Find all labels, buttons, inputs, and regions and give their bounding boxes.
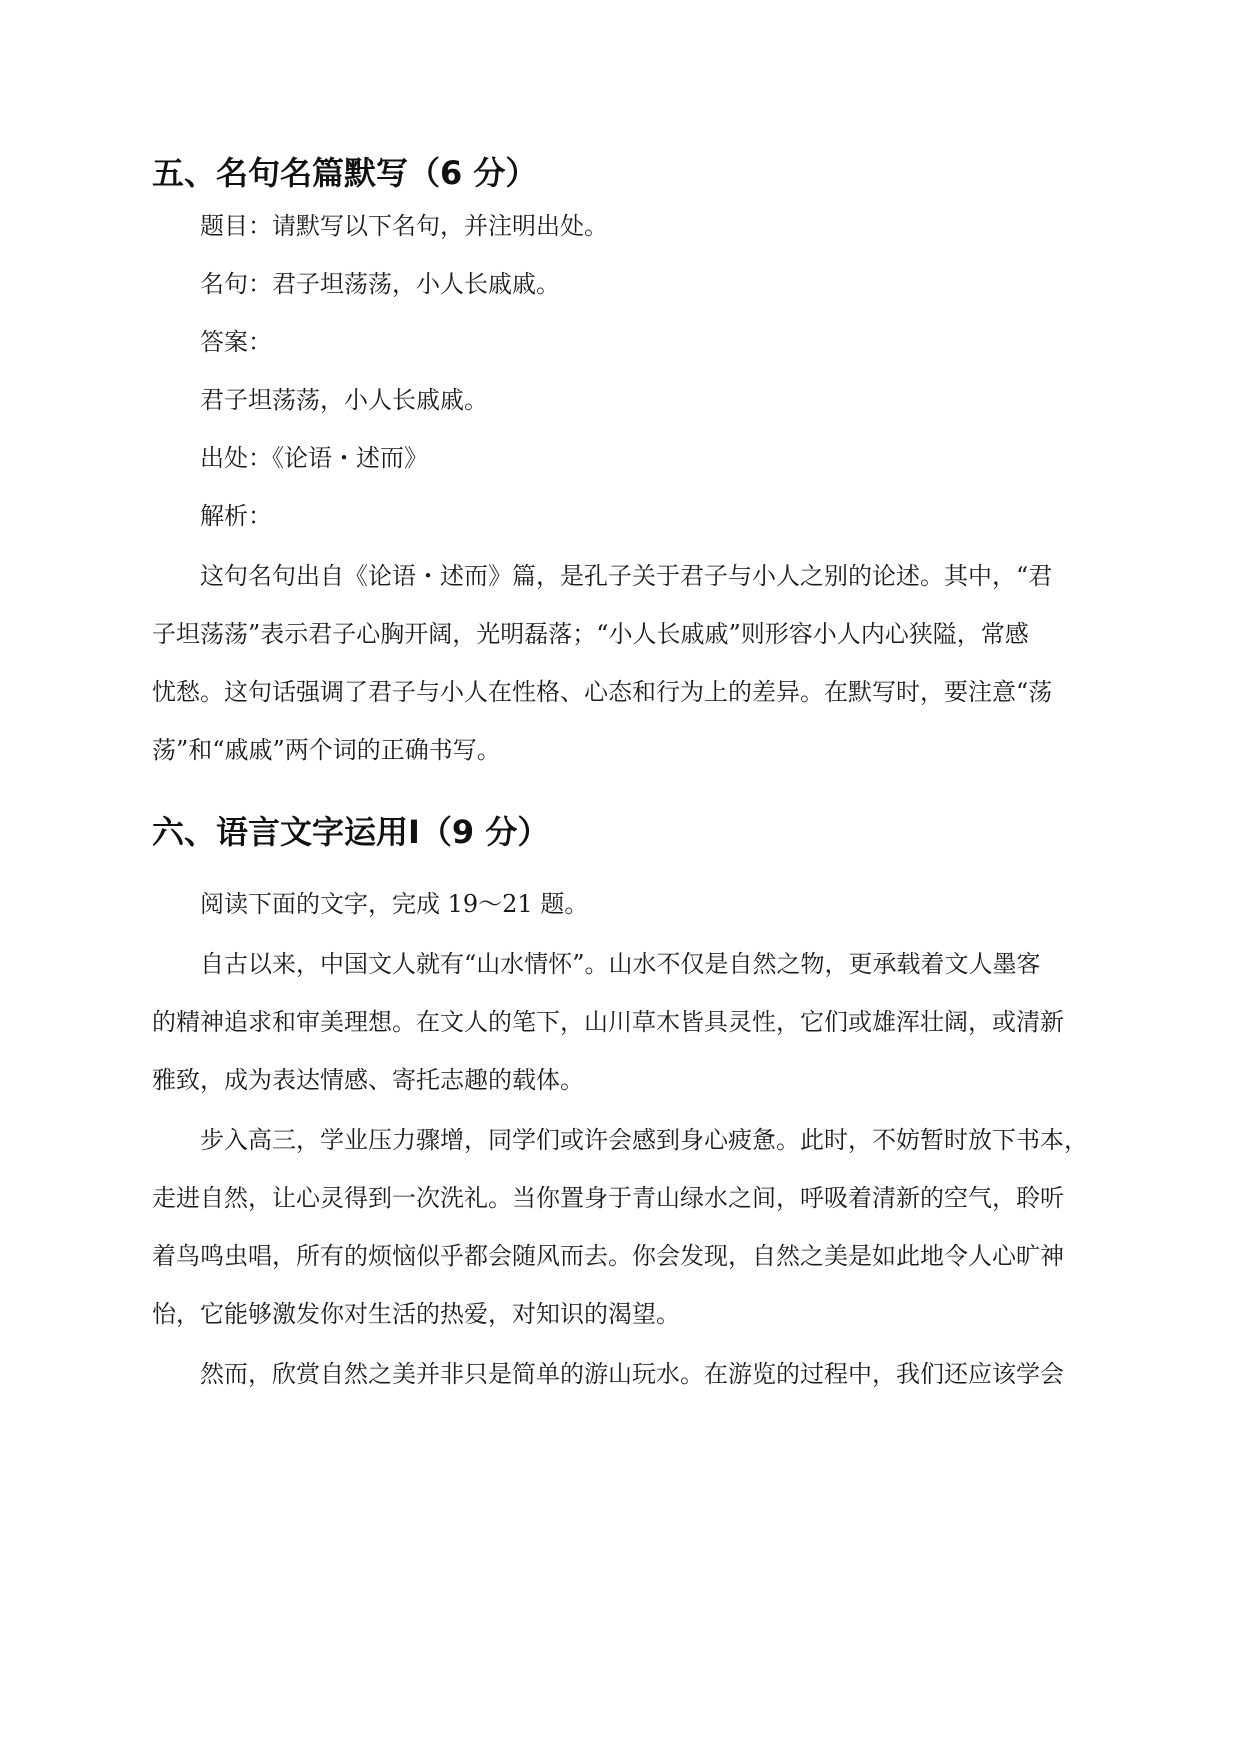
- paragraph-line: 然而，欣赏自然之美并非只是简单的游山玩水。在游览的过程中，我们还应该学会: [200, 1360, 1064, 1388]
- analysis-line: 忧愁。这句话强调了君子与小人在性格、心态和行为上的差异。在默写时，要注意“荡: [152, 678, 1053, 706]
- paragraph-line: 雅致，成为表达情感、寄托志趣的载体。: [152, 1066, 584, 1094]
- source-line: 出处：《论语・述而》: [200, 444, 428, 472]
- analysis-line: 这句名句出自《论语・述而》篇，是孔子关于君子与小人之别的论述。其中，“君: [200, 562, 1053, 590]
- analysis-line: 荡”和“戚戚”两个词的正确书写。: [152, 736, 501, 764]
- paragraph-line: 的精神追求和审美理想。在文人的笔下，山川草木皆具灵性，它们或雄浑壮阔，或清新: [152, 1008, 1064, 1036]
- paragraph-line: 怡，它能够激发你对生活的热爱，对知识的渴望。: [152, 1300, 680, 1328]
- answer-text: 君子坦荡荡，小人长戚戚。: [200, 386, 488, 414]
- paragraph-line: 自古以来，中国文人就有“山水情怀”。山水不仅是自然之物，更承载着文人墨客: [200, 950, 1041, 978]
- paragraph-line: 走进自然，让心灵得到一次洗礼。当你置身于青山绿水之间，呼吸着清新的空气，聆听: [152, 1184, 1064, 1212]
- quote-line: 名句：君子坦荡荡，小人长戚戚。: [200, 270, 560, 298]
- analysis-line: 子坦荡荡”表示君子心胸开阔，光明磊落；“小人长戚戚”则形容小人内心狭隘，常感: [152, 620, 1029, 648]
- paragraph-line: 步入高三，学业压力骤增，同学们或许会感到身心疲惫。此时，不妨暂时放下书本，: [200, 1126, 1088, 1154]
- question-line: 题目：请默写以下名句，并注明出处。: [200, 212, 608, 240]
- paragraph-line: 着鸟鸣虫唱，所有的烦恼似乎都会随风而去。你会发现，自然之美是如此地令人心旷神: [152, 1242, 1064, 1270]
- instruction-line: 阅读下面的文字，完成 19～21 题。: [200, 890, 589, 918]
- section-heading-5: 五、名句名篇默写（6 分）: [152, 154, 538, 192]
- answer-label: 答案：: [200, 328, 272, 356]
- section-heading-6: 六、语言文字运用Ⅰ（9 分）: [152, 813, 550, 851]
- analysis-label: 解析：: [200, 502, 272, 530]
